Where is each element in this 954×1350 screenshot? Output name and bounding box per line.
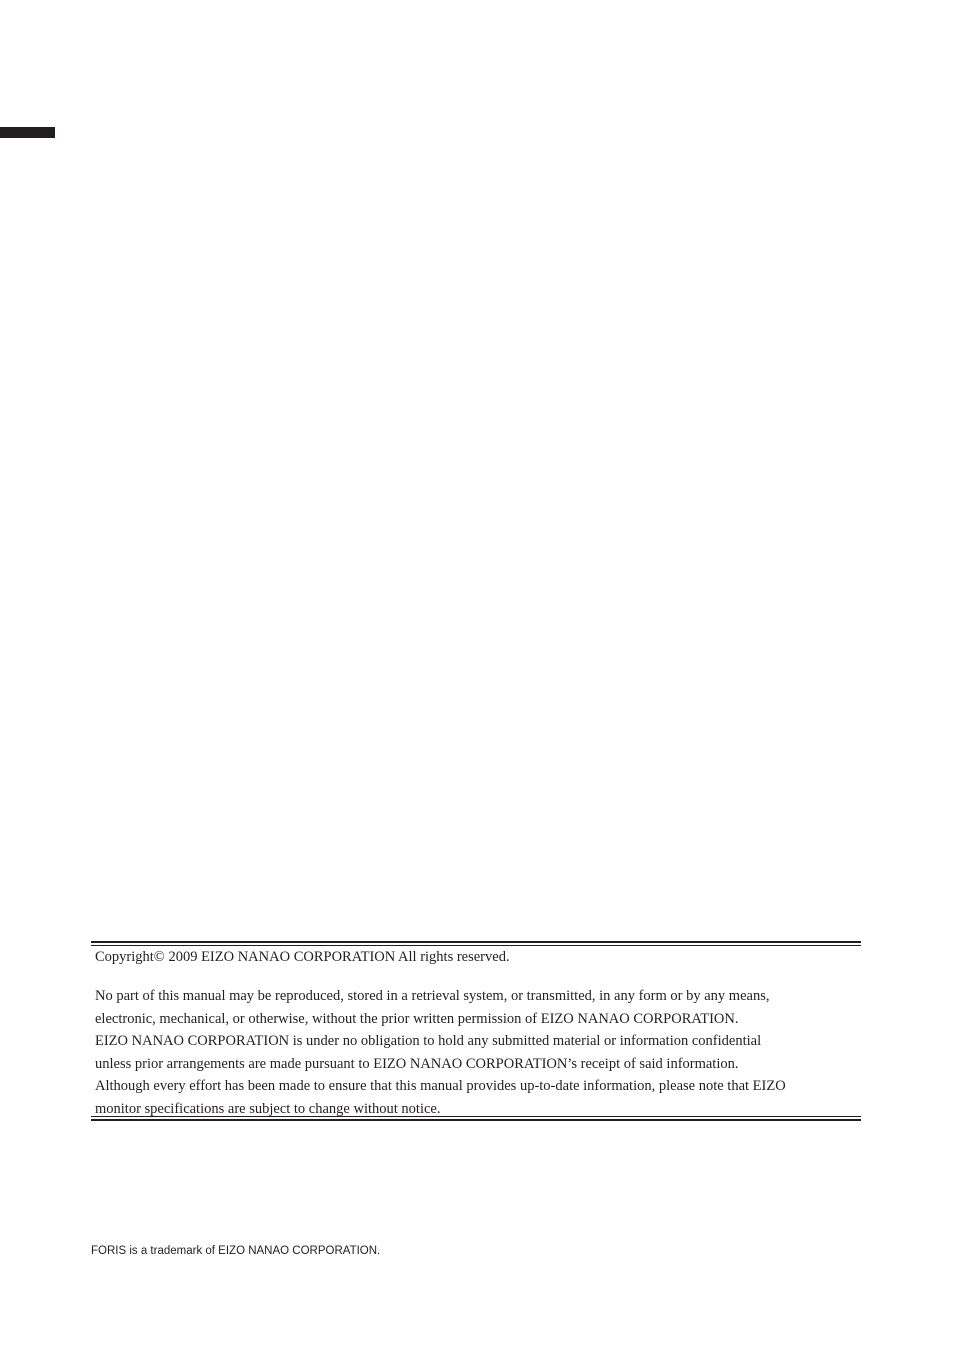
notice-line: No part of this manual may be reproduced, stored in a retrieval system, or transmitted, in any form or by any means, bbox=[95, 988, 770, 1004]
notice-line: EIZO NANAO CORPORATION is under no obligation to hold any submitted material or information confidential bbox=[95, 1033, 762, 1049]
notice-line: Although every effort has been made to ensure that this manual provides up-to-date information, please note that EIZO bbox=[95, 1078, 786, 1094]
copyright-line: Copyright© 2009 EIZO NANAO CORPORATION All rights reserved. bbox=[95, 949, 510, 965]
section-tab-marker bbox=[0, 127, 55, 138]
notice-bottom-rule bbox=[91, 1116, 861, 1122]
copyright-notice-box bbox=[91, 941, 861, 1122]
trademark-notice: FORIS is a trademark of EIZO NANAO CORPORATION. bbox=[91, 1245, 381, 1257]
notice-body bbox=[95, 985, 865, 1120]
notice-line: unless prior arrangements are made pursuant to EIZO NANAO CORPORATION’s receipt of said information. bbox=[95, 1055, 739, 1072]
notice-top-rule bbox=[91, 941, 861, 947]
notice-line: electronic, mechanical, or otherwise, without the prior written permission of EIZO NANAO CORPORATION. bbox=[95, 1010, 739, 1027]
notice-line: monitor specifications are subject to change without notice. bbox=[95, 1100, 441, 1117]
